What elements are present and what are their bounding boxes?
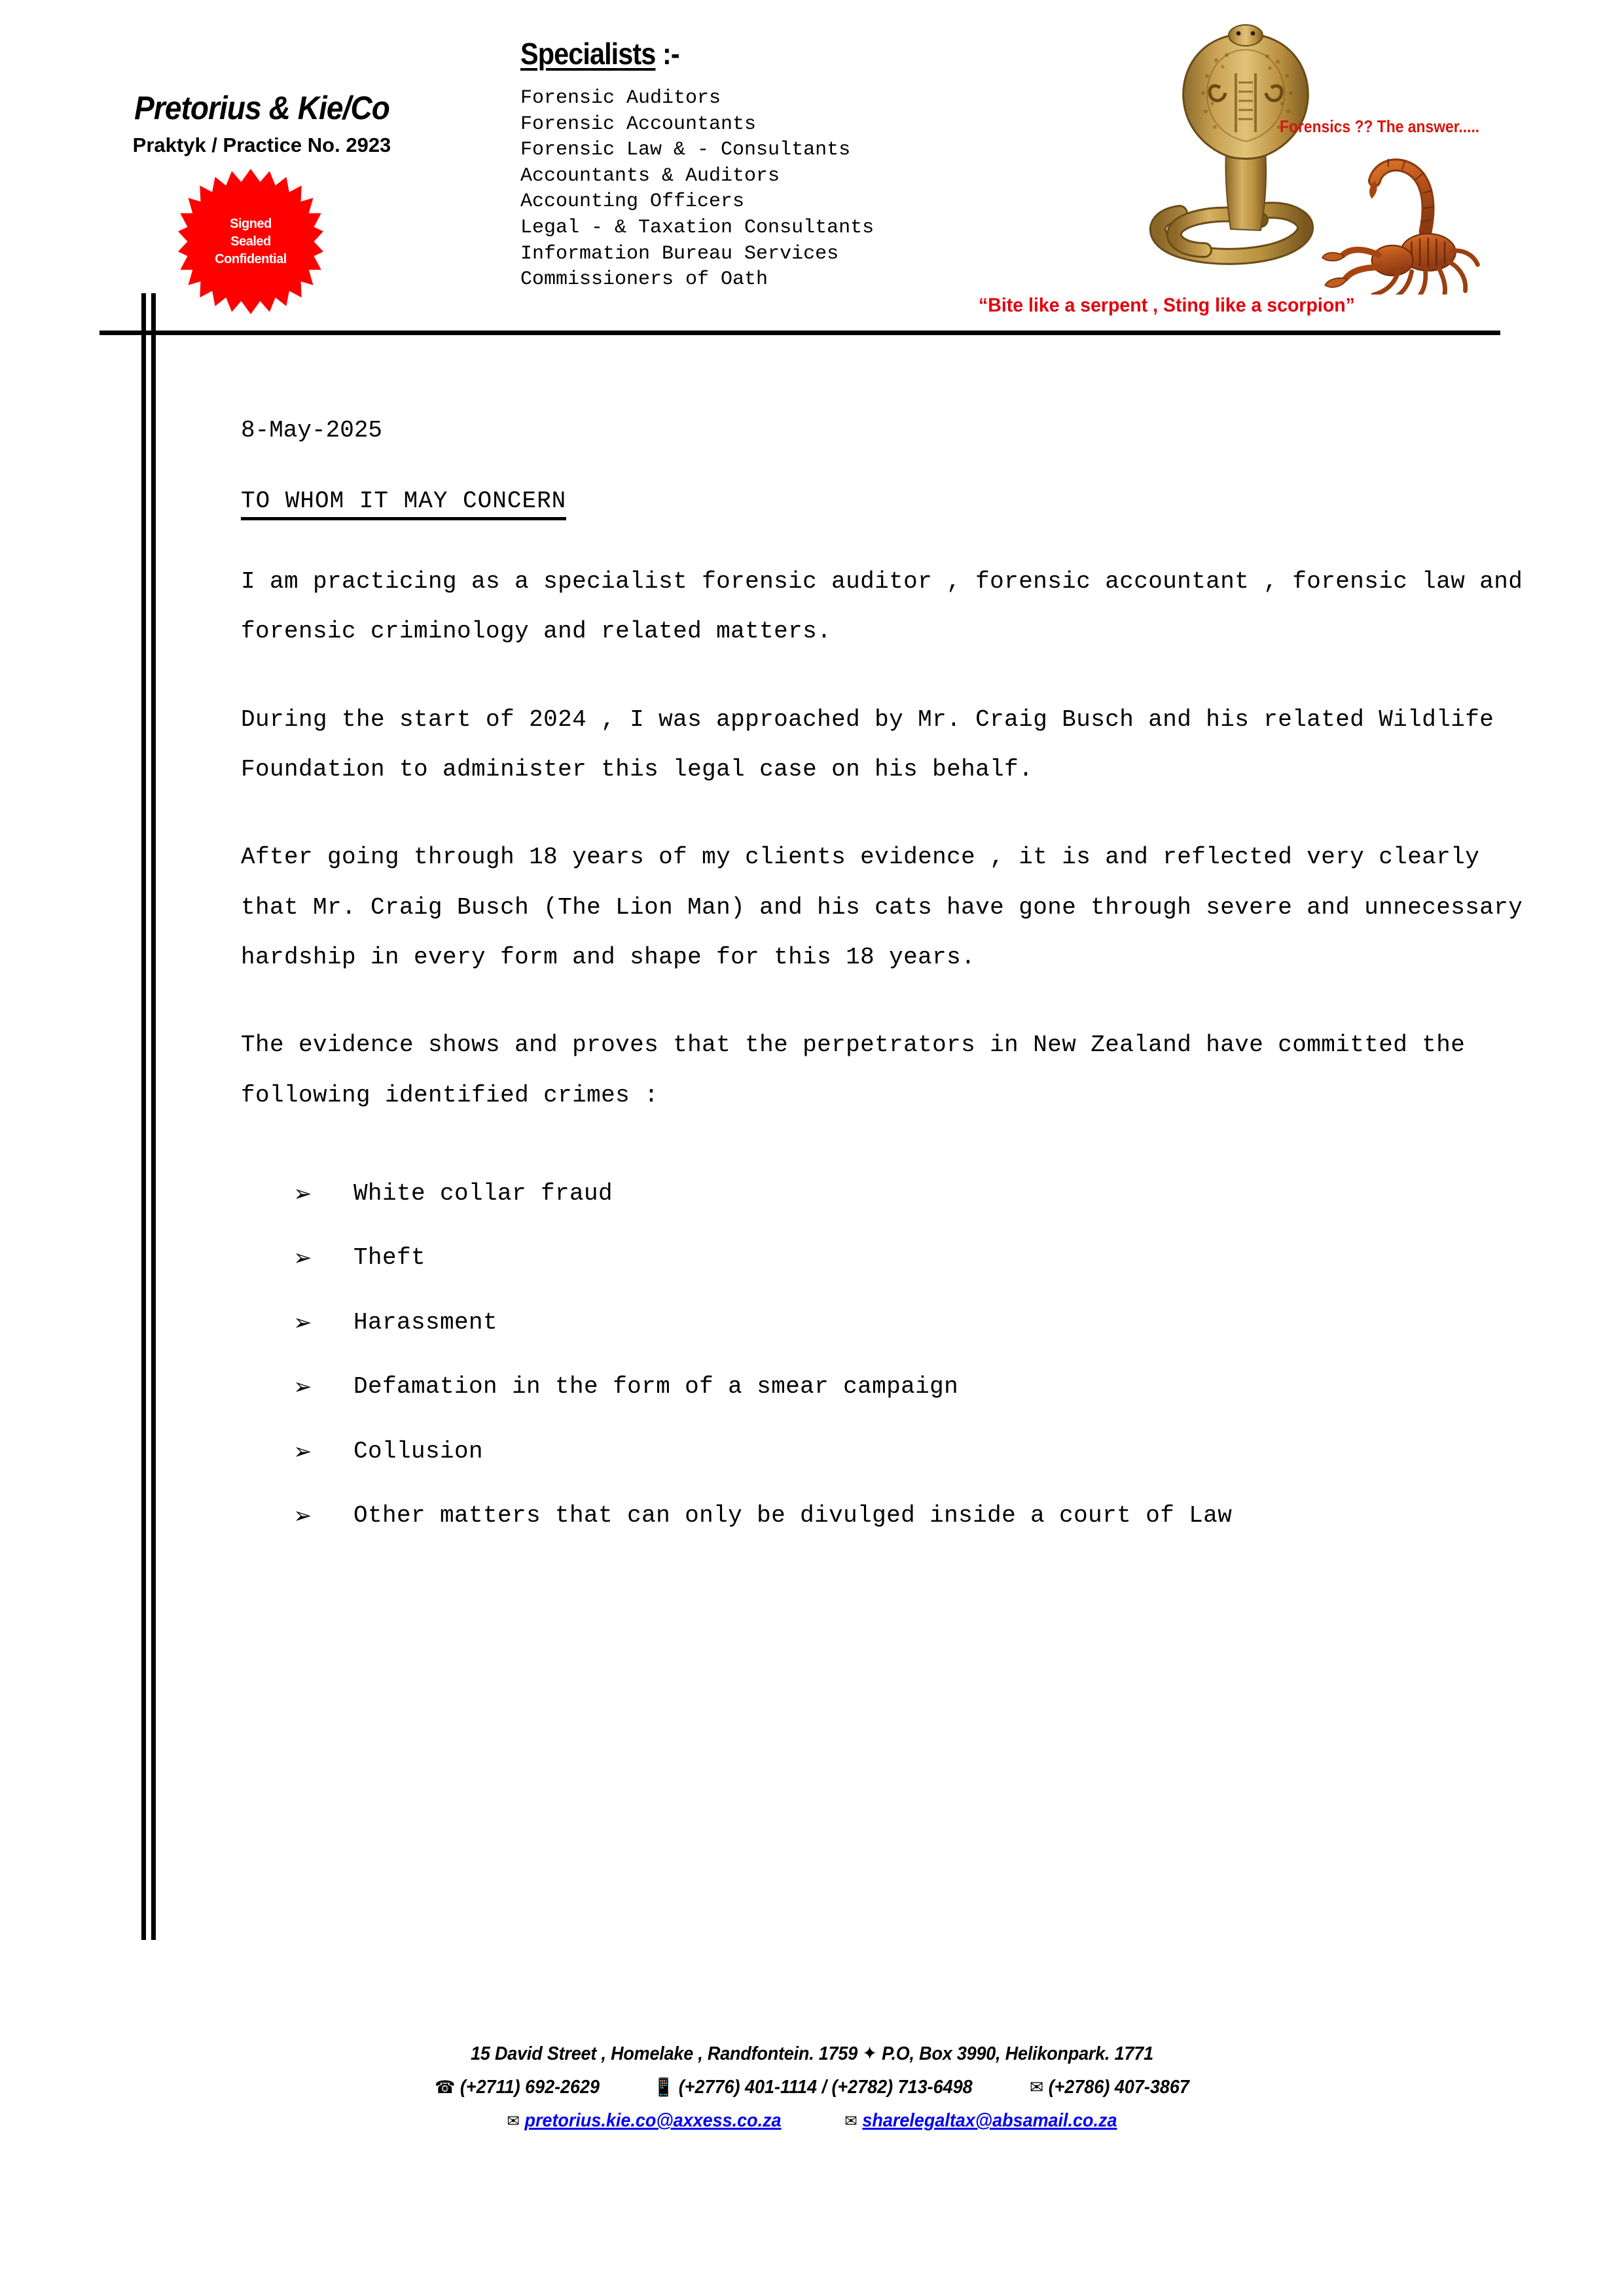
signed-sealed-confidential-seal <box>178 169 323 314</box>
letter-heading: TO WHOM IT MAY CONCERN <box>241 490 566 520</box>
street-address: 15 David Street , Homelake , Randfontein. 1759 <box>471 2043 858 2064</box>
seal-line-1: Signed <box>230 216 272 231</box>
crime-label: Theft <box>353 1244 426 1272</box>
practice-number: Praktyk / Practice No. 2923 <box>132 134 391 156</box>
creature-artwork <box>1139 20 1532 295</box>
list-item <box>241 1491 1530 1541</box>
crime-label: Collusion <box>353 1437 484 1465</box>
cobra-icon <box>1158 25 1308 257</box>
letter-date: 8-May-2025 <box>241 417 383 444</box>
footer-email-line <box>57 2110 1567 2132</box>
company-brand-block <box>98 92 425 157</box>
mobile-numbers: (+2776) 401-1114 / (+2782) 713-6498 <box>678 2077 973 2098</box>
specialists-block <box>520 36 874 293</box>
arrow-bullet-icon: ➢ <box>293 1438 312 1465</box>
header-divider-rule <box>99 331 1500 335</box>
service-item: Information Bureau Services <box>520 242 839 265</box>
mobile-phone-icon: 📱 <box>653 2077 674 2098</box>
crime-label: Harassment <box>353 1308 498 1336</box>
tagline-bite-sting: “Bite like a serpent , Sting like a scorpion” <box>979 295 1355 316</box>
left-margin-rule-inner <box>151 293 156 1940</box>
left-margin-rule-outer <box>141 293 146 1940</box>
footer-phone-line <box>57 2077 1567 2098</box>
arrow-bullet-icon: ➢ <box>293 1309 312 1336</box>
service-item: Accounting Officers <box>520 190 745 213</box>
arrow-bullet-icon: ➢ <box>293 1503 312 1530</box>
fax-number: (+2786) 407-3867 <box>1048 2077 1189 2098</box>
address-separator-icon: ✦ <box>862 2042 877 2064</box>
envelope-icon: ✉ <box>507 2111 520 2130</box>
identified-crimes-list <box>241 1169 1530 1541</box>
specialists-title <box>520 36 839 71</box>
landline-number: (+2711) 692-2629 <box>460 2077 600 2098</box>
email-link-primary[interactable]: pretorius.kie.co@axxess.co.za <box>524 2110 782 2131</box>
letterhead-footer <box>0 2042 1624 2132</box>
service-item: Legal - & Taxation Consultants <box>520 216 875 239</box>
arrow-bullet-icon: ➢ <box>293 1245 312 1272</box>
crime-label: Defamation in the form of a smear campaign <box>353 1373 959 1401</box>
specialists-title-word: Specialists <box>520 37 656 71</box>
letter-paragraph: The evidence shows and proves that the perpetrators in New Zealand have committed the following identified crimes : <box>241 1031 1466 1109</box>
letter-paragraph: During the start of 2024 , I was approached by Mr. Craig Busch and his related Wildlife Foundation to administer this legal case on his behalf. <box>241 706 1494 783</box>
crime-label: Other matters that can only be divulged inside a court of Law <box>353 1502 1233 1530</box>
tagline-forensics-answer: Forensics ?? The answer..... <box>1280 117 1480 136</box>
seal-line-3: Confidential <box>215 251 287 266</box>
company-name: Pretorius & Kie/Co <box>134 90 389 126</box>
email-link-secondary[interactable]: sharelegaltax@absamail.co.za <box>862 2110 1117 2131</box>
service-item: Forensic Auditors <box>520 87 721 109</box>
envelope-icon: ✉ <box>844 2111 857 2130</box>
arrow-bullet-icon: ➢ <box>293 1180 312 1207</box>
service-item: Forensic Law & - Consultants <box>520 139 851 162</box>
letter-body <box>241 419 1530 1556</box>
footer-address-line <box>57 2042 1567 2065</box>
fax-icon: ✉ <box>1030 2077 1044 2098</box>
service-item: Forensic Accountants <box>520 113 757 135</box>
list-item <box>241 1298 1530 1348</box>
cobra-and-scorpion-illustration <box>1139 20 1532 295</box>
list-item <box>241 1362 1530 1412</box>
telephone-icon: ☎ <box>435 2077 456 2098</box>
service-item: Commissioners of Oath <box>520 268 768 291</box>
seal-line-2: Sealed <box>230 234 271 249</box>
letter-paragraph: After going through 18 years of my clients evidence , it is and reflected very clearly that Mr. Craig Busch (The Lion Man) and his cats have gone through severe and unnecessary hardship in every form and shape for this 18 years. <box>241 844 1523 971</box>
list-item <box>241 1233 1530 1283</box>
letter-paragraph: I am practicing as a specialist forensic auditor , forensic accountant , forensic law and forensic criminology and related matters. <box>241 568 1523 645</box>
specialists-service-list <box>520 86 874 293</box>
list-item <box>241 1427 1530 1477</box>
scorpion-icon <box>1322 159 1477 295</box>
crime-label: White collar fraud <box>353 1179 613 1207</box>
letterhead-header <box>0 0 1624 327</box>
specialists-title-suffix: :- <box>662 37 679 71</box>
service-item: Accountants & Auditors <box>520 164 780 187</box>
postal-address: P.O, Box 3990, Helikonpark. 1771 <box>882 2043 1153 2064</box>
list-item <box>241 1169 1530 1219</box>
seal-text <box>178 169 323 314</box>
arrow-bullet-icon: ➢ <box>293 1374 312 1401</box>
